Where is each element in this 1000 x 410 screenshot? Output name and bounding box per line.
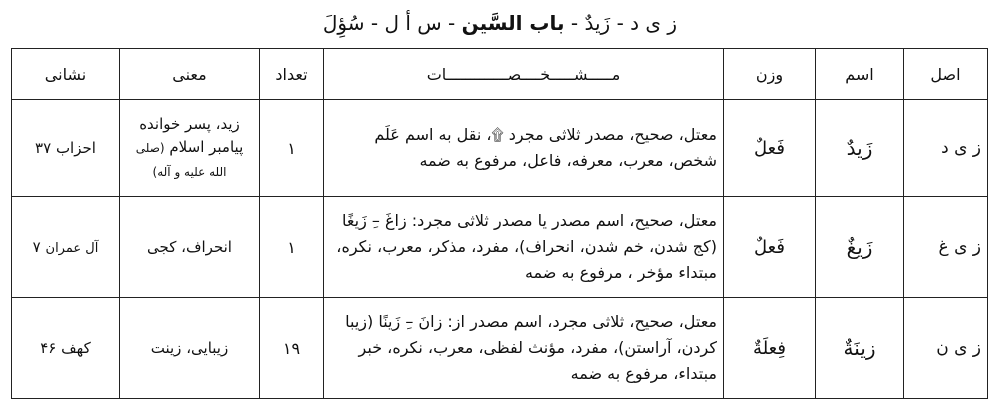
cell-meaning: زیبایی، زینت <box>120 298 260 399</box>
page-title <box>0 6 1000 40</box>
cell-wazn: فِعلَةٌ <box>724 298 816 399</box>
cell-address <box>12 197 120 298</box>
meaning-note: (صلی الله علیه و آله) <box>135 140 227 179</box>
address-verse: ۷ <box>32 238 41 256</box>
cell-specs: معتل، صحیح، مصدر ثلاثی مجرد ۩، نقل به اسم عَلَم شخص، معرب، معرفه، فاعل، مرفوع به ضمه <box>324 100 724 197</box>
cell-root: ز ی ن <box>904 298 988 399</box>
cell-address: کهف ۴۶ <box>12 298 120 399</box>
cell-count: ۱ <box>260 100 324 197</box>
table-row <box>12 100 988 197</box>
cell-meaning: انحراف، کجی <box>120 197 260 298</box>
cell-count: ۱۹ <box>260 298 324 399</box>
cell-specs: معتل، صحیح، اسم مصدر یا مصدر ثلاثی مجرد: زاغَ –ِ زَیغًا (کج شدن، خم شدن، انحراف)، مفرد، مذکر، معرب، نکره، مبتداء مؤخر ، مرفوع به ضمه <box>324 197 724 298</box>
table-row <box>12 197 988 298</box>
cell-address: احزاب ۳۷ <box>12 100 120 197</box>
words-table <box>11 48 988 399</box>
cell-wazn: فَعلٌ <box>724 100 816 197</box>
title-right: ز ی د - زَیدٌ - <box>570 11 678 35</box>
table-row <box>12 298 988 399</box>
cell-specs: معتل، صحیح، ثلاثی مجرد، اسم مصدر از: زانَ –ِ زَینًا (زیبا کردن، آراستن)، مفرد، مؤنث لفظی، معرب، نکره، خبر مبتداء، مرفوع به ضمه <box>324 298 724 399</box>
header-row <box>12 49 988 100</box>
cell-root: ز ی د <box>904 100 988 197</box>
header-root: اصل <box>904 49 988 100</box>
cell-root: ز ی غ <box>904 197 988 298</box>
header-meaning: معنی <box>120 49 260 100</box>
title-left: - س أ ل - سُؤِلَ <box>322 11 456 35</box>
cell-meaning <box>120 100 260 197</box>
meaning-text: زید، پسر خوانده پیامبر اسلام <box>139 114 244 156</box>
cell-count: ۱ <box>260 197 324 298</box>
cell-wazn: فَعلٌ <box>724 197 816 298</box>
cell-noun: زَیغٌ <box>816 197 904 298</box>
header-wazn: وزن <box>724 49 816 100</box>
cell-noun: زَیدٌ <box>816 100 904 197</box>
header-address: نشانی <box>12 49 120 100</box>
address-surah: آل عمران <box>45 241 99 256</box>
cell-noun: زینَةٌ <box>816 298 904 399</box>
title-chapter: باب السَّین <box>461 11 565 35</box>
header-noun: اسم <box>816 49 904 100</box>
header-count: تعداد <box>260 49 324 100</box>
header-specs: مـــــشـــــخــــصـــــــــــــات <box>324 49 724 100</box>
